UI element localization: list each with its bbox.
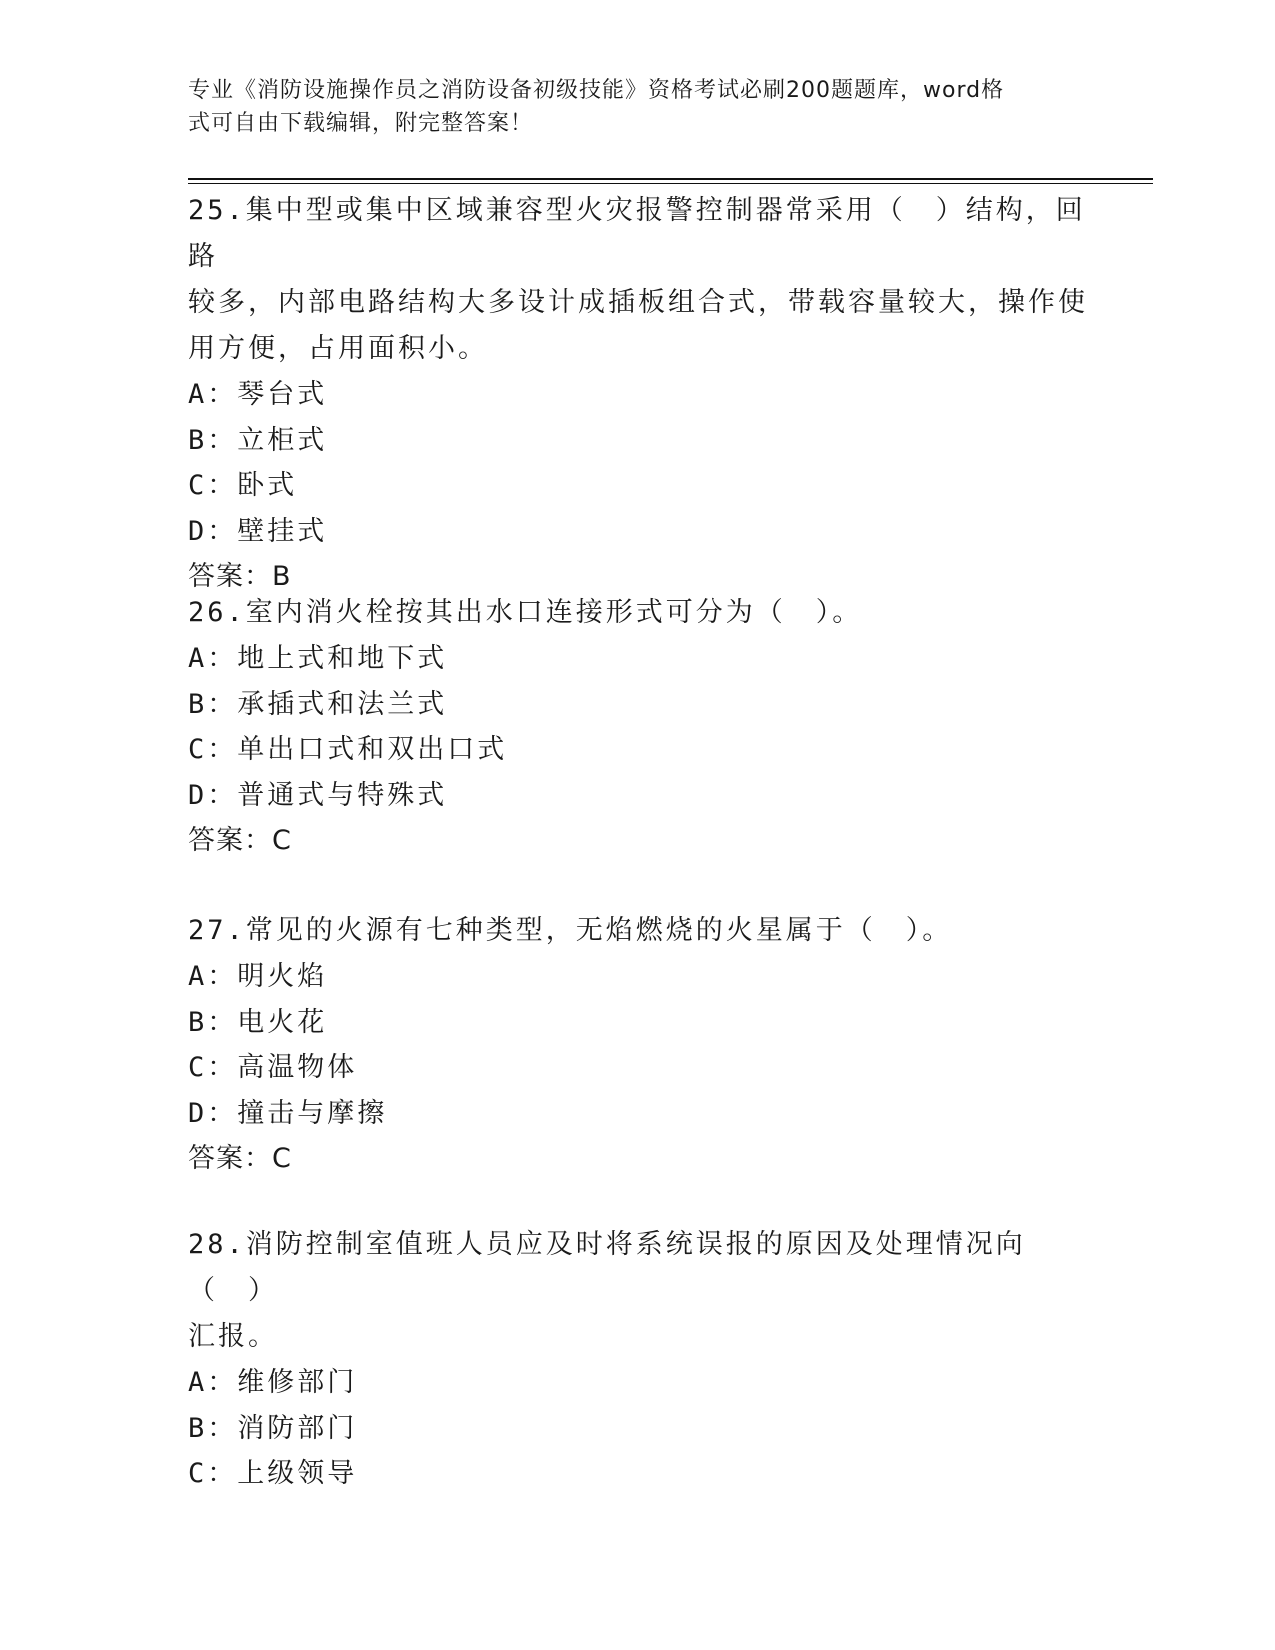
option-d: D：壁挂式 [188,515,328,547]
option-d: D：普通式与特殊式 [188,779,448,811]
option-a: A：维修部门 [188,1367,358,1398]
question-26 [188,590,1088,864]
option-c: C：上级领导 [188,1458,358,1489]
option-c: C：单出口式和双出口式 [188,734,508,765]
option-b: B：消防部门 [188,1412,358,1444]
option-a: A：明火焰 [188,961,328,992]
option-b: B：电火花 [188,1006,328,1038]
question-stem-line: 较多，内部电路结构大多设计成插板组合式，带载容量较大，操作使 [188,287,1088,318]
document-header [188,74,1068,140]
question-stem-line: 汇报。 [188,1321,278,1352]
header-divider-thin [188,183,1153,184]
answer-label: 答案：B [188,561,292,592]
option-b: B：立柜式 [188,424,328,456]
question-25 [188,188,1088,600]
answer-label: 答案：C [188,825,292,856]
header-line-1: 专业《消防设施操作员之消防设备初级技能》资格考试必刷200题题库，word格 [188,78,1005,103]
question-stem-line: 28.消防控制室值班人员应及时将系统误报的原因及处理情况向（ ） [188,1229,1026,1306]
option-a: A：地上式和地下式 [188,643,448,674]
question-stem-line: 用方便，占用面积小。 [188,333,488,364]
option-c: C：高温物体 [188,1052,358,1083]
question-stem-line: 26.室内消火栓按其出水口连接形式可分为（ ）。 [188,597,863,628]
answer-label: 答案：C [188,1143,292,1174]
question-stem-line: 27.常见的火源有七种类型，无焰燃烧的火星属于（ ）。 [188,915,953,946]
header-line-2: 式可自由下载编辑，附完整答案！ [188,111,534,136]
question-28 [188,1222,1088,1497]
option-a: A：琴台式 [188,379,328,410]
option-c: C：卧式 [188,470,298,501]
option-d: D：撞击与摩擦 [188,1097,388,1129]
question-27 [188,908,1088,1182]
header-divider-thick [188,178,1153,180]
option-b: B：承插式和法兰式 [188,688,448,720]
question-stem-line: 25.集中型或集中区域兼容型火灾报警控制器常采用（ ）结构，回路 [188,195,1086,272]
